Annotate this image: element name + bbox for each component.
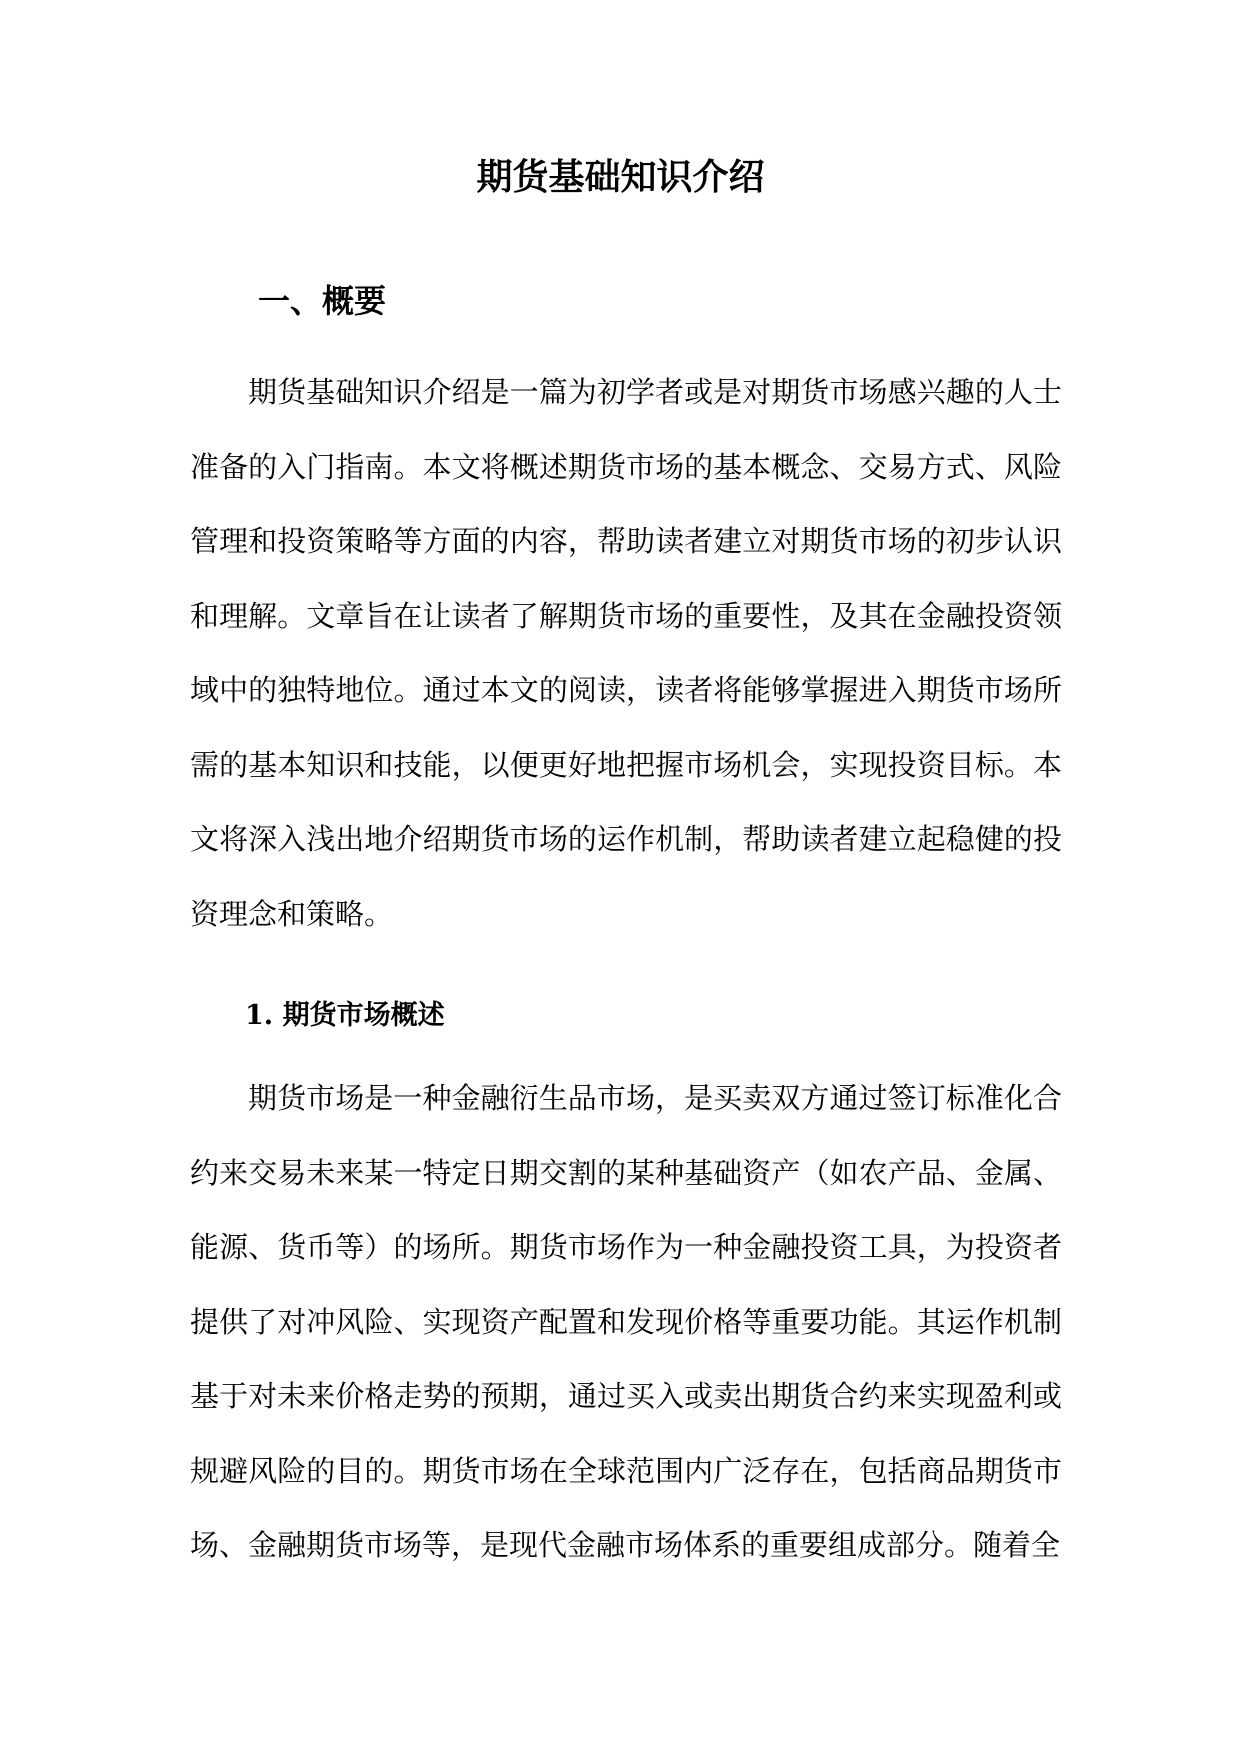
subsection-heading-market-overview: 1. 期货市场概述 — [245, 1000, 445, 1031]
market-overview-paragraph: 期货市场是一种金融衍生品市场，是买卖双方通过签订标准化合约来交易未来某一特定日期交割的某种基础资产（如农产品、金属、能源、货币等）的场所。期货市场作为一种金融投资工具，为投资者提供了对冲风险、实现资产配置和发现价格等重要功能。其运作机制基于对未来价格走势的预期，通过买入或卖出期货合约来实现盈利或规避风险的目的。期货市场在全球范围内广泛存在，包括商品期货市场、金融期货市场等，是现代金融市场体系的重要组成部分。随着全 — [190, 1081, 1062, 1562]
overview-paragraph: 期货基础知识介绍是一篇为初学者或是对期货市场感兴趣的人士准备的入门指南。本文将概述期货市场的基本概念、交易方式、风险管理和投资策略等方面的内容，帮助读者建立对期货市场的初步认识和理解。文章旨在让读者了解期货市场的重要性，及其在金融投资领域中的独特地位。通过本文的阅读，读者将能够掌握进入期货市场所需的基本知识和技能，以便更好地把握市场机会，实现投资目标。本文将深入浅出地介绍期货市场的运作机制，帮助读者建立起稳健的投资理念和策略。 — [190, 375, 1062, 931]
document-title: 期货基础知识介绍 — [476, 156, 765, 198]
section-heading-overview: 一、概要 — [258, 282, 387, 320]
